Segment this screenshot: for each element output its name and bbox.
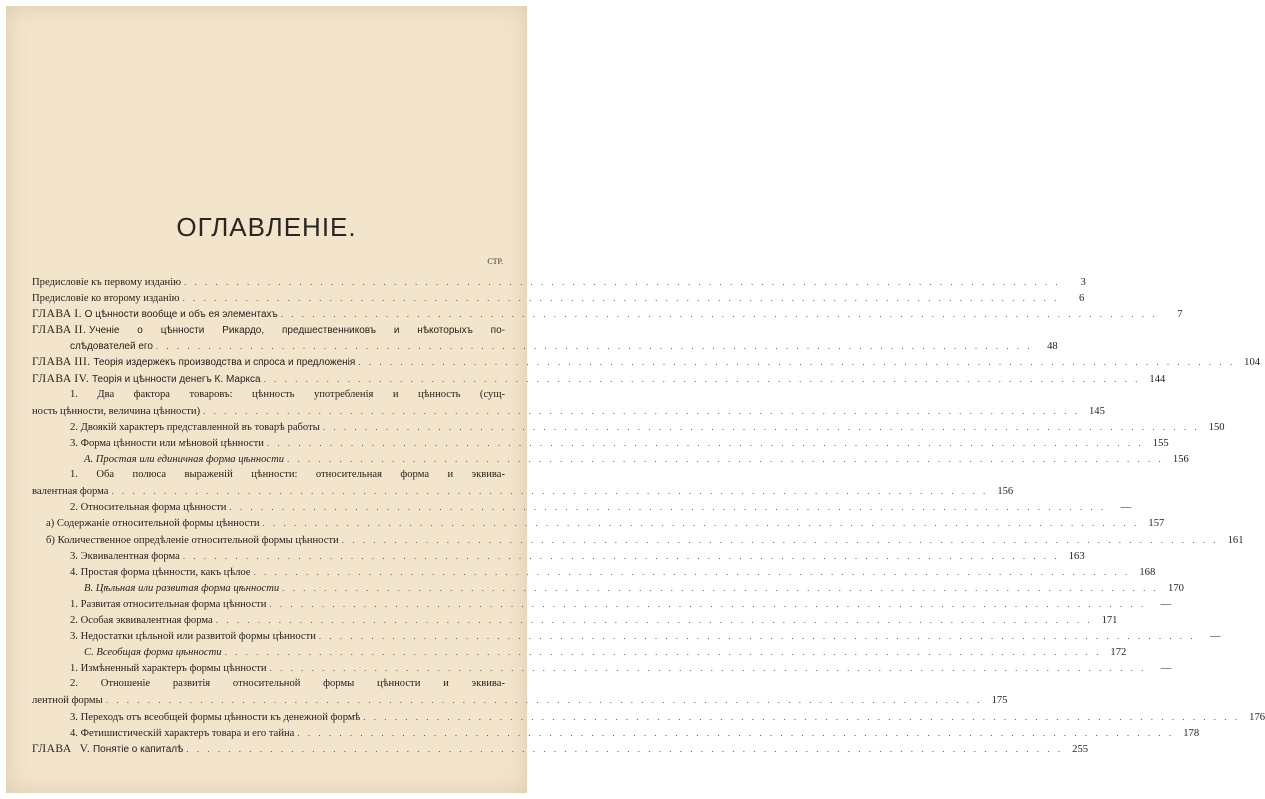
toc-entry-text: ность цѣнности, величина цѣнности) [32,405,201,417]
toc-entry[interactable] [32,515,1165,531]
dot-leader [282,580,1159,596]
toc-entry-text: 1. Измѣненный характеръ формы цѣнности [70,663,267,675]
chapter-word: ГЛАВА [32,742,72,755]
toc-entry-continuation[interactable] [32,692,1008,708]
toc-entry-page: 48 [1047,341,1058,353]
toc-entry-page: 150 [1208,421,1225,433]
toc-entry-page: 3 [1080,277,1086,288]
toc-entry-page: 255 [1072,743,1089,755]
toc-entry-text: Теорія и цѣнности денегъ К. Маркса [91,373,261,385]
toc-entry-text: 2. Отношеніе развитія относительной формы цѣнности и эквива- [70,678,505,690]
dot-leader [253,564,1130,580]
toc-entry[interactable] [32,435,1169,451]
toc-entry[interactable] [32,709,1265,725]
toc-entry-page: — [1120,502,1132,514]
toc-entry-text: Предисловіе ко второму изданію [32,293,180,305]
dot-leader [342,532,1219,548]
toc-entry-text: 1. Два фактора товаровъ: цѣнность употребленія и цѣнность (сущ- [70,388,505,400]
toc-entry-text: б) Количественное опредѣленіе относительной формы цѣнности [46,534,339,546]
toc-entry-continuation[interactable] [32,338,1058,354]
table-of-contents [32,274,1265,757]
chapter-number: III. [74,356,91,369]
toc-entry-page: 156 [1172,454,1189,466]
toc-entry[interactable] [32,628,1221,644]
toc-entry-page: 172 [1110,647,1127,659]
dot-leader [269,596,1146,612]
toc-entry-page: 7 [1177,309,1183,321]
toc-chapter-entry[interactable] [32,741,1089,757]
toc-chapter-entry[interactable] [32,354,1261,370]
toc-entry[interactable] [32,660,1172,676]
toc-entry-text: 4. Простая форма цѣнности, какъ цѣлое [70,566,251,578]
toc-entry[interactable] [32,499,1132,515]
toc-entry-text: С. Всеобщая форма цѣнности [84,647,222,659]
page-title: ОГЛАВЛЕНІЕ. [176,212,357,242]
toc-entry-text: Предисловіе къ первому изданію [32,277,182,288]
toc-entry[interactable] [32,596,1172,612]
toc-entry-page: 171 [1101,614,1118,626]
toc-entry-page: 163 [1068,550,1085,562]
toc-entry[interactable] [32,676,505,692]
toc-entry-text: 3. Недостатки цѣльной или развитой формы цѣнности [70,631,316,643]
dot-leader [183,548,1060,564]
toc-entry-text: А. Простая или единичная форма цѣнности [84,454,285,466]
toc-entry-text: Теорія издержекъ производства и спроса и предложенія [93,357,356,369]
toc-entry-page: 168 [1139,566,1156,578]
toc-entry-text: В. Цѣльная или развитая форма цѣнности [84,582,280,594]
dot-leader [323,419,1200,435]
dot-leader [186,741,1063,757]
toc-entry-text: 1. Оба полюса выраженій цѣнности: относительная форма и эквива- [70,469,505,481]
dot-leader [229,499,1106,515]
dot-leader [184,274,1061,290]
toc-entry-page: 176 [1249,711,1265,723]
toc-entry[interactable] [32,467,505,483]
dot-leader [106,692,983,708]
toc-entry[interactable] [32,290,1085,306]
dot-leader [111,483,988,499]
chapter-word: ГЛАВА [32,372,72,385]
toc-entry-page: 104 [1244,357,1261,369]
toc-entry-text: 2. Особая эквивалентная форма [70,614,213,626]
toc-entry-page: 6 [1079,293,1085,305]
dot-leader [287,451,1164,467]
dot-leader [267,435,1144,451]
toc-entry[interactable] [32,644,1127,660]
toc-entry-text: валентная форма [32,486,109,498]
toc-entry-text: а) Содержаніе относительной формы цѣнности [46,518,260,530]
page-column-header: СТР. [487,257,503,266]
toc-entry-text: 3. Эквивалентная форма [70,550,180,562]
dot-leader [263,515,1140,531]
toc-entry-text: Понятіе о капиталѣ [92,743,184,755]
toc-entry-page: 178 [1183,727,1200,739]
toc-entry-page: 144 [1149,373,1166,385]
dot-leader [270,660,1147,676]
chapter-number: I. [74,308,83,321]
toc-entry[interactable] [32,419,1225,435]
toc-entry-continuation[interactable] [32,403,1105,419]
document-page [6,6,1265,793]
dot-leader [281,306,1158,322]
chapter-word: ГЛАВА [32,308,72,321]
toc-entry-text: 2. Относительная форма цѣнности [70,502,227,514]
toc-chapter-entry[interactable] [32,306,1183,322]
toc-entry-text: слѣдователей его [70,341,153,353]
toc-entry[interactable] [32,548,1085,564]
toc-entry-text: 2. Двоякій характеръ представленной въ товарѣ работы [70,421,320,433]
chapter-word: ГЛАВА [32,356,72,369]
toc-entry-text: 4. Фетишистическій характеръ товара и его тайна [70,727,295,739]
toc-entry-page: 155 [1152,437,1169,449]
dot-leader [358,354,1235,370]
toc-entry-text: 1. Развитая относительная форма цѣнности [70,598,267,610]
toc-entry-text: Ученіе о цѣнности Рикардо, предшественниковъ и нѣкоторыхъ по- [89,325,505,337]
toc-entry-page: — [1160,598,1172,610]
toc-entry[interactable] [32,725,1200,741]
dot-leader [216,612,1093,628]
chapter-word: ГЛАВА [32,324,72,337]
toc-entry[interactable] [32,612,1118,628]
toc-entry[interactable] [32,274,1086,290]
dot-leader [225,644,1102,660]
dot-leader [363,709,1240,725]
dot-leader [183,290,1060,306]
toc-entry-page: — [1210,631,1221,643]
toc-entry-text: 3. Переходъ отъ всеобщей формы цѣнности къ денежной формѣ [70,711,361,723]
toc-chapter-entry[interactable] [32,371,1166,387]
toc-entry-continuation[interactable] [32,483,1014,499]
chapter-number: II. [74,324,87,337]
toc-entry-page: 145 [1088,405,1105,417]
toc-entry-text: 3. Форма цѣнности или мѣновой цѣнности [70,437,264,449]
toc-entry-page: 157 [1148,518,1165,530]
chapter-number: IV. [74,372,90,385]
toc-entry-page: 175 [991,695,1008,707]
dot-leader [264,371,1141,387]
toc-entry[interactable] [32,387,505,403]
dot-leader [203,403,1080,419]
toc-entry[interactable] [32,580,1184,596]
toc-entry-page: 156 [997,486,1014,498]
dot-leader [319,628,1196,644]
dot-leader [156,338,1033,354]
toc-entry-page: 170 [1168,582,1184,594]
toc-entry-text: О цѣнности вообще и объ ея элементахъ [84,309,278,321]
toc-chapter-entry[interactable] [32,322,505,338]
toc-entry-text: лентной формы [32,695,103,707]
dot-leader [297,725,1174,741]
toc-entry[interactable] [32,532,1244,548]
chapter-number: V. [79,742,91,755]
toc-entry[interactable] [32,564,1156,580]
toc-entry-page: — [1160,663,1172,675]
toc-entry[interactable] [32,451,1189,467]
toc-entry-page: 161 [1227,534,1244,546]
